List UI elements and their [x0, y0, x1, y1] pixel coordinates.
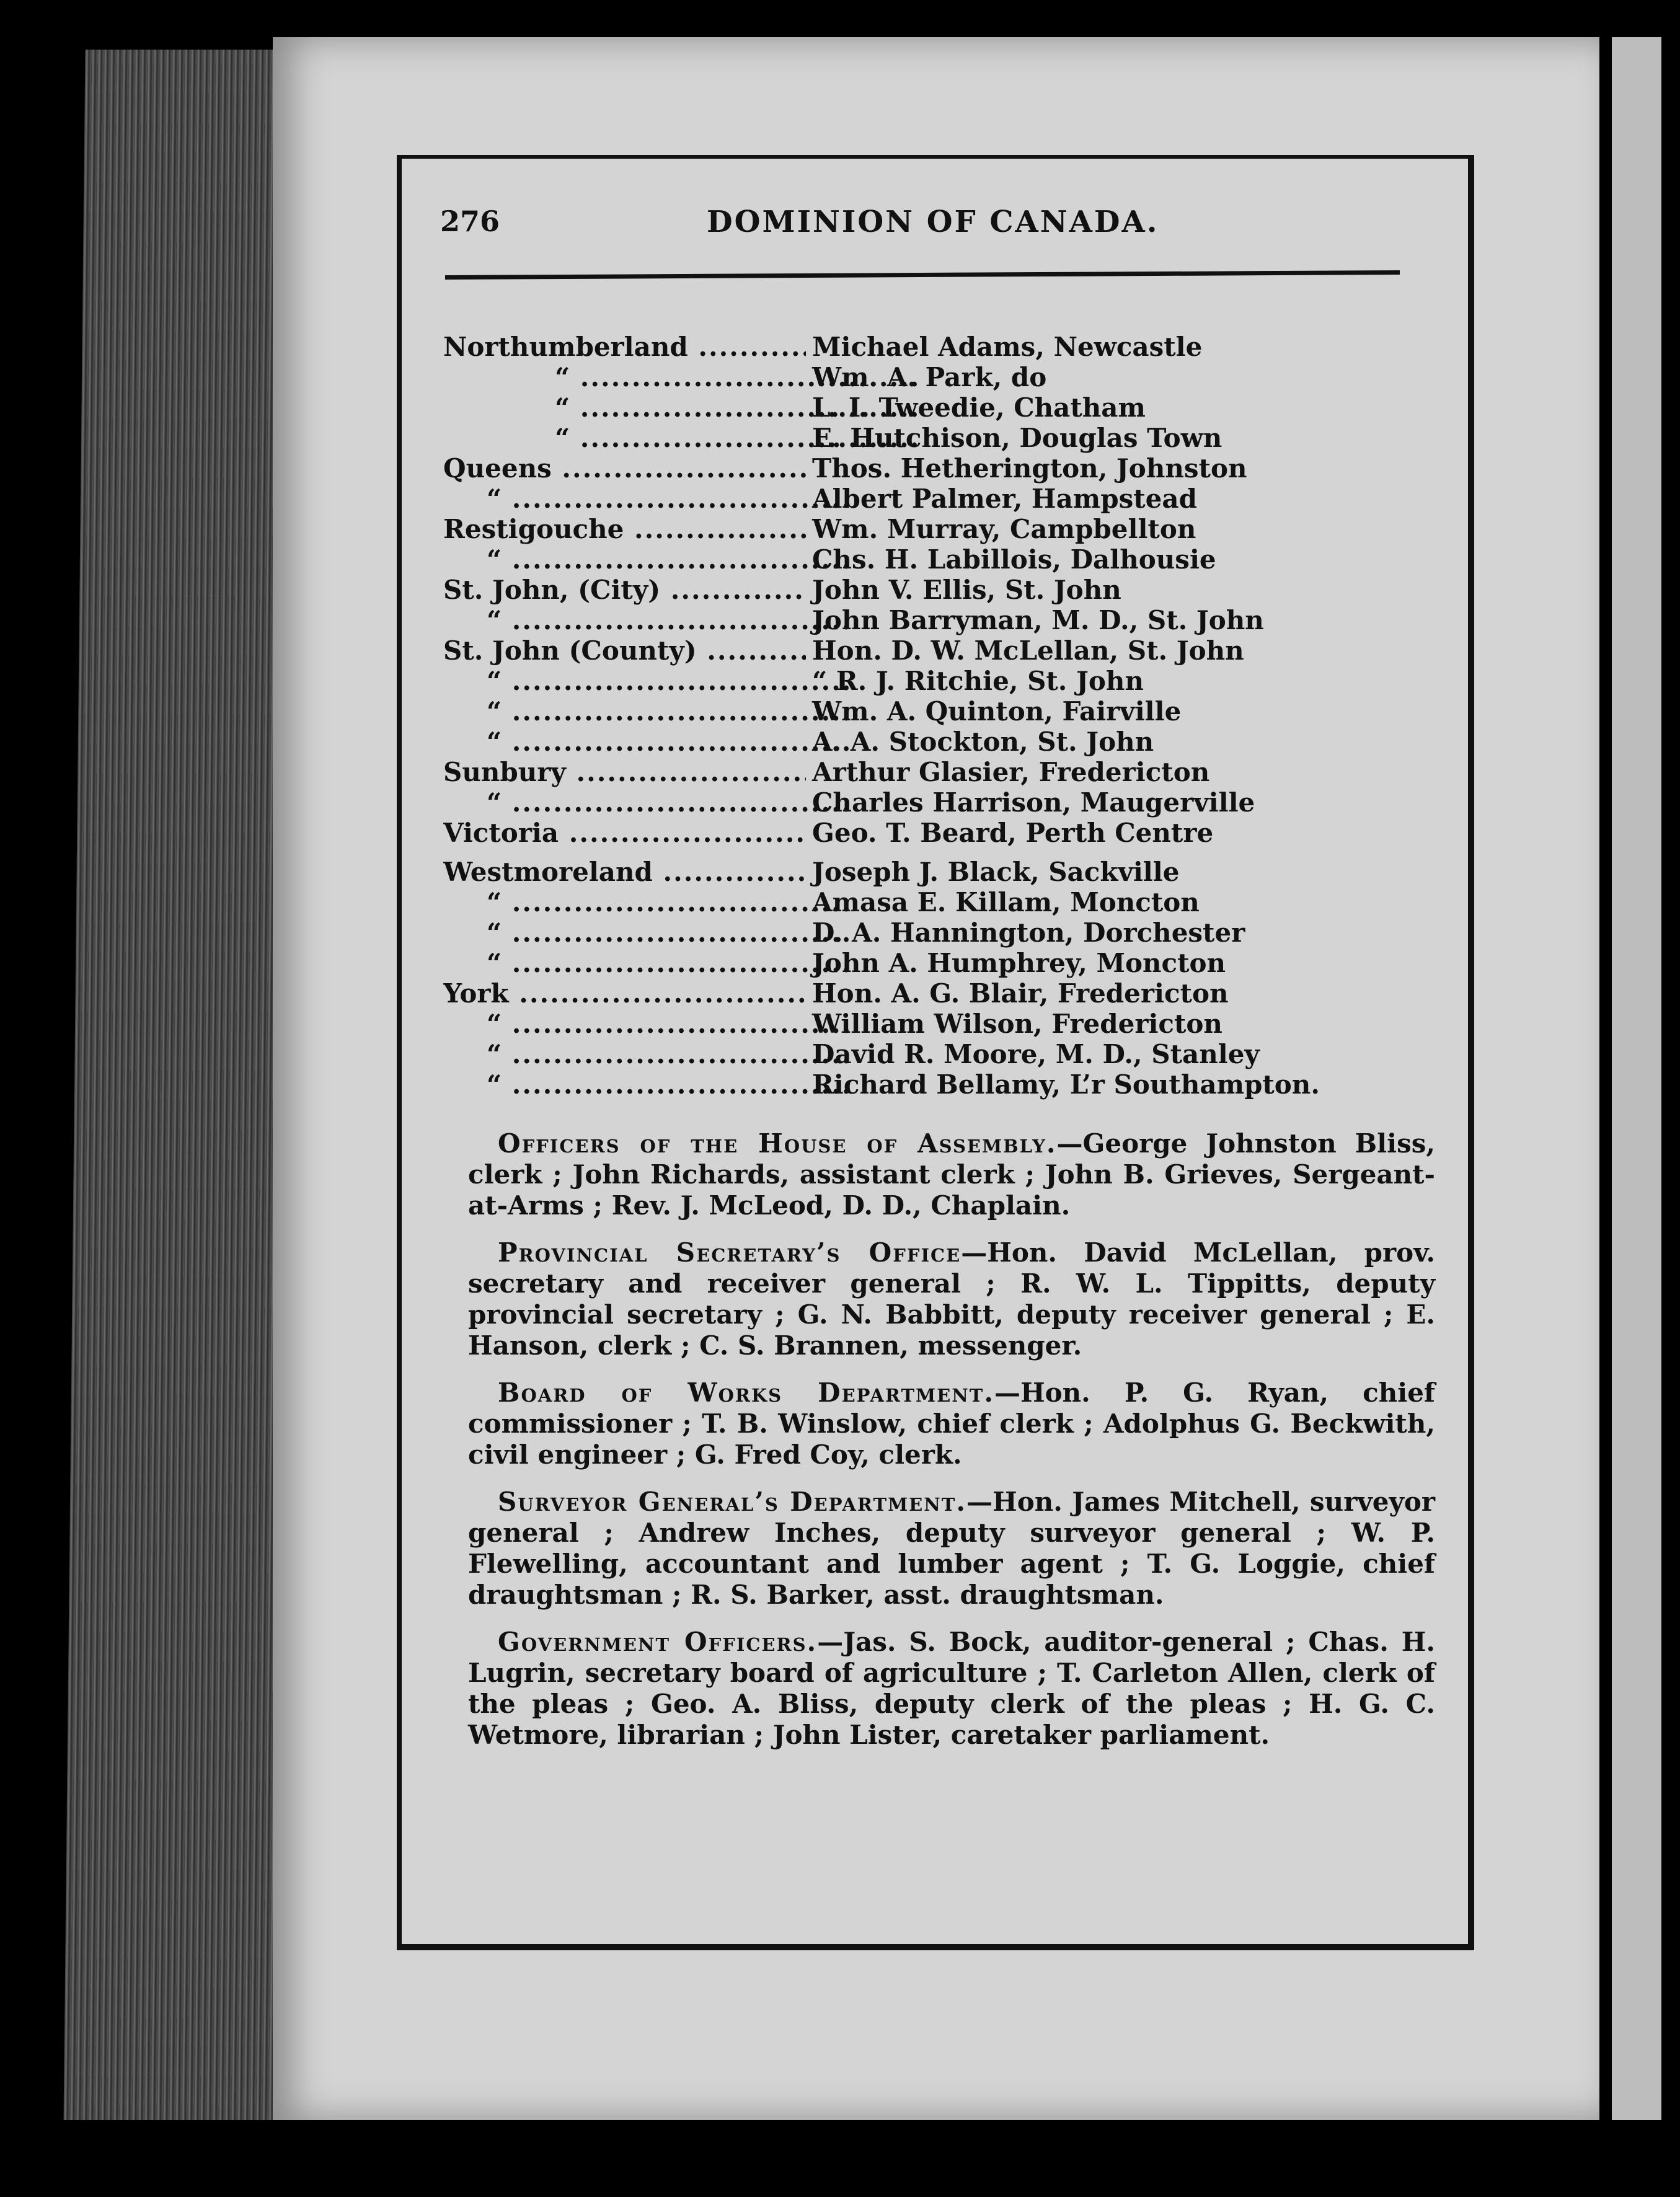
officers-paragraph	[468, 1487, 1435, 1611]
member-name: Hon. A. G. Blair, Fredericton	[812, 978, 1229, 1009]
department-heading: Board of Works Department.	[498, 1377, 994, 1408]
county-name: Northumberland .....	[443, 332, 806, 362]
member-entry	[443, 917, 1435, 948]
member-entry	[443, 423, 1435, 453]
member-name: Chs. H. Labillois, Dalhousie	[812, 544, 1216, 575]
member-entry	[443, 575, 1435, 605]
county-name: “ .....	[443, 605, 849, 635]
county-name: “ .....	[443, 544, 849, 575]
officers-section	[468, 1128, 1435, 1767]
county-name: “ .....	[443, 1009, 849, 1039]
county-name: “ .....	[443, 696, 849, 727]
department-officers: —Jas. S. Bock, auditor-general ; Chas. H. Lugrin, secretary board of agriculture ; T. Carleton Allen, clerk of the pleas ; Geo. A. Bliss, deputy clerk of the pleas ; H. G. C. Wetmore, librarian ; John Lister, caretaker parliament.	[468, 1627, 1435, 1750]
member-name: Wm. Murray, Campbellton	[812, 514, 1196, 544]
member-name: William Wilson, Fredericton	[812, 1009, 1222, 1039]
county-name: “ .....	[443, 787, 849, 818]
officers-paragraph	[468, 1237, 1435, 1361]
member-name: Charles Harrison, Maugerville	[812, 787, 1255, 818]
member-name: John V. Ellis, St. John	[812, 575, 1121, 605]
county-name: “ .....	[443, 1069, 849, 1100]
member-name: Hon. D. W. McLellan, St. John	[812, 635, 1244, 666]
member-entry	[443, 666, 1435, 696]
member-entry	[443, 362, 1435, 392]
county-name: Restigouche .....	[443, 514, 806, 544]
member-entry	[443, 887, 1435, 917]
county-name: “ .....	[443, 666, 849, 696]
member-entry	[443, 635, 1435, 666]
member-entry	[443, 544, 1435, 575]
member-entry	[443, 1069, 1435, 1100]
department-officers: —Hon. David McLellan, prov. secretary and receiver general ; R. W. L. Tippitts, deputy provincial secretary ; G. N. Babbitt, deputy receiver general ; E. Hanson, clerk ; C. S. Brannen, messenger.	[468, 1237, 1435, 1361]
member-entry	[443, 1039, 1435, 1069]
member-name: Wm. A. Park, do	[812, 362, 1047, 392]
member-name: Albert Palmer, Hampstead	[812, 484, 1197, 514]
member-name: Joseph J. Black, Sackville	[812, 857, 1180, 887]
department-heading: Surveyor General’s Department.	[498, 1487, 967, 1517]
member-entry	[443, 727, 1435, 757]
member-entry	[443, 978, 1435, 1009]
county-name: St. John, (City) .....	[443, 575, 806, 605]
running-title: DOMINION OF CANADA.	[707, 205, 1159, 239]
member-name: Amasa E. Killam, Moncton	[812, 887, 1200, 917]
member-entry	[443, 696, 1435, 727]
county-name: Queens .....	[443, 453, 806, 484]
county-name: “ .....	[443, 1039, 849, 1069]
member-entry	[443, 787, 1435, 818]
county-name: “ .....	[443, 948, 849, 978]
member-entry	[443, 605, 1435, 635]
member-name: Thos. Hetherington, Johnston	[812, 453, 1247, 484]
county-name: York .....	[443, 978, 806, 1009]
officers-paragraph	[468, 1627, 1435, 1751]
member-entry	[443, 332, 1435, 362]
officers-paragraph	[468, 1128, 1435, 1221]
county-name: “ .....	[443, 484, 849, 514]
member-name: Geo. T. Beard, Perth Centre	[812, 818, 1214, 848]
member-entry	[443, 392, 1435, 423]
county-name: “ .....	[443, 392, 917, 423]
member-name: Michael Adams, Newcastle	[812, 332, 1203, 362]
members-list	[443, 332, 1435, 1100]
member-entry	[443, 1009, 1435, 1039]
member-name: E. Hutchison, Douglas Town	[812, 423, 1222, 453]
department-heading: Officers of the House of Assembly.	[498, 1128, 1057, 1159]
county-name: “ .....	[443, 727, 849, 757]
page-header	[440, 205, 1407, 254]
member-name: D. A. Hannington, Dorchester	[812, 917, 1245, 948]
member-entry	[443, 514, 1435, 544]
county-name: St. John (County) .....	[443, 635, 806, 666]
member-name: David R. Moore, M. D., Stanley	[812, 1039, 1260, 1069]
member-entry	[443, 818, 1435, 848]
member-name: John A. Humphrey, Moncton	[812, 948, 1226, 978]
member-name: A. A. Stockton, St. John	[812, 727, 1154, 757]
member-entry	[443, 948, 1435, 978]
member-name: L. I. Tweedie, Chatham	[812, 392, 1146, 423]
member-name: “ R. J. Ritchie, St. John	[812, 666, 1144, 696]
department-officers: —George Johnston Bliss, clerk ; John Richards, assistant clerk ; John B. Grieves, Sergeant-at-Arms ; Rev. J. McLeod, D. D., Chaplain.	[468, 1128, 1435, 1221]
county-name: “ .....	[443, 423, 917, 453]
county-name: Sunbury .....	[443, 757, 806, 787]
county-name: “ .....	[443, 917, 849, 948]
officers-paragraph	[468, 1377, 1435, 1470]
department-heading: Government Officers.	[498, 1627, 818, 1657]
member-name: Wm. A. Quinton, Fairville	[812, 696, 1182, 727]
department-officers: —Hon. P. G. Ryan, chief commissioner ; T. B. Winslow, chief clerk ; Adolphus G. Beckwith, civil engineer ; G. Fred Coy, clerk.	[468, 1377, 1435, 1470]
member-entry	[443, 453, 1435, 484]
member-name: Richard Bellamy, L’r Southampton.	[812, 1069, 1320, 1100]
county-name: Victoria .....	[443, 818, 806, 848]
county-name: “ .....	[443, 362, 917, 392]
county-name: Westmoreland .....	[443, 857, 806, 887]
member-name: John Barryman, M. D., St. John	[812, 605, 1264, 635]
member-name: Arthur Glasier, Fredericton	[812, 757, 1210, 787]
page-number: 276	[440, 205, 500, 238]
county-name: “ .....	[443, 887, 849, 917]
facing-page-edge	[1612, 37, 1661, 2120]
member-entry	[443, 857, 1435, 887]
department-officers: —Hon. James Mitchell, surveyor general ; Andrew Inches, deputy surveyor general ; W. P. Flewelling, accountant and lumber agent ; T. G. Loggie, chief draughtsman ; R. S. Barker, asst. draughtsman.	[468, 1487, 1435, 1610]
department-heading: Provincial Secretary’s Office	[498, 1237, 962, 1268]
member-entry	[443, 757, 1435, 787]
member-entry	[443, 484, 1435, 514]
